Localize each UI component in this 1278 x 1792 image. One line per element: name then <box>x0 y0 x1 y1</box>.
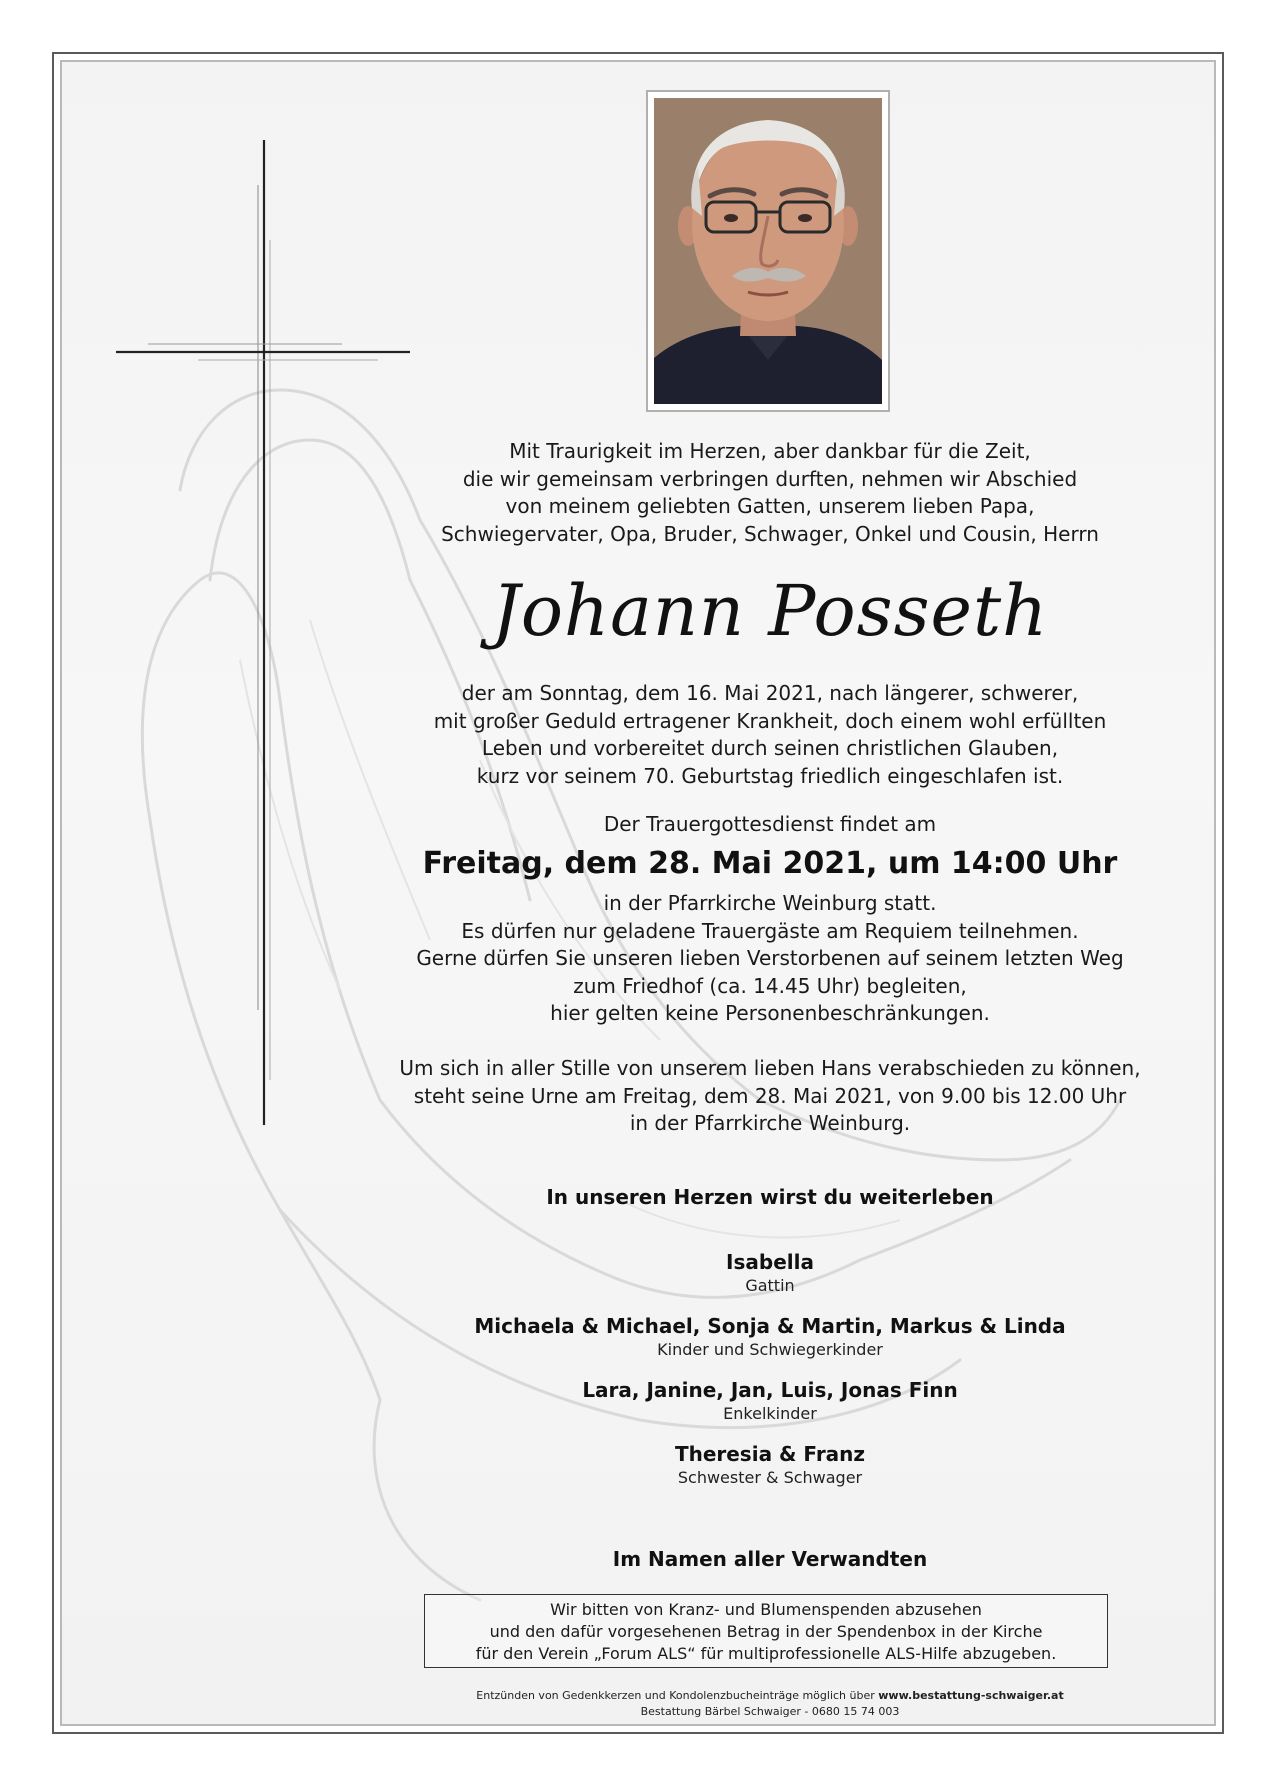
urn-line: Um sich in aller Stille von unserem lieben Hans verabschieden zu können, <box>399 1056 1141 1080</box>
service-detail-line: hier gelten keine Personenbeschränkungen. <box>550 1001 990 1025</box>
footer-line-2: Bestattung Bärbel Schwaiger - 0680 15 74 003 <box>640 1705 900 1718</box>
donation-box <box>424 1594 1108 1668</box>
family-relation: Kinder und Schwiegerkinder <box>657 1340 883 1359</box>
family-names: Isabella <box>726 1250 814 1274</box>
intro-line: Schwiegervater, Opa, Bruder, Schwager, Onkel und Cousin, Herrn <box>441 521 1099 546</box>
family-names: Theresia & Franz <box>674 1442 866 1466</box>
family-group <box>340 1312 1200 1360</box>
footer-line-1 <box>340 1688 1200 1704</box>
death-line: der am Sonntag, dem 16. Mai 2021, nach längerer, schwerer, <box>461 681 1079 705</box>
service-detail-line: zum Friedhof (ca. 14.45 Uhr) begleiten, <box>573 973 967 998</box>
urn-info <box>340 1055 1200 1138</box>
service-date: Freitag, dem 28. Mai 2021, um 14:00 Uhr <box>422 846 1118 881</box>
footer <box>340 1688 1200 1720</box>
family-names: Lara, Janine, Jan, Luis, Jonas Finn <box>582 1378 958 1402</box>
service-detail-line: Es dürfen nur geladene Trauergäste am Requiem teilnehmen. <box>461 918 1079 943</box>
donation-line: und den dafür vorgesehenen Betrag in der Spendenbox in der Kirche <box>489 1622 1043 1641</box>
death-announcement <box>340 680 1200 790</box>
death-line: mit großer Geduld ertragener Krankheit, doch einem wohl erfüllten <box>433 708 1107 733</box>
intro-line: die wir gemeinsam verbringen durften, nehmen wir Abschied <box>462 466 1078 491</box>
death-line: kurz vor seinem 70. Geburtstag friedlich eingeschlafen ist. <box>476 763 1064 788</box>
family-relation: Schwester & Schwager <box>677 1468 863 1487</box>
service-intro: Der Trauergottesdienst findet am <box>603 812 937 836</box>
heart-line: In unseren Herzen wirst du weiterleben <box>546 1185 994 1209</box>
portrait-photo <box>654 98 882 404</box>
family-group <box>340 1440 1200 1488</box>
intro-text <box>340 438 1200 548</box>
family-names: Michaela & Michael, Sonja & Martin, Markus & Linda <box>474 1314 1066 1338</box>
family-list <box>340 1248 1200 1504</box>
service-detail-line: Gerne dürfen Sie unseren lieben Verstorbenen auf seinem letzten Weg <box>416 946 1124 970</box>
footer-website-link[interactable]: www.bestattung-schwaiger.at <box>878 1689 1064 1702</box>
family-relation: Enkelkinder <box>723 1404 817 1423</box>
service-detail-line: in der Pfarrkirche Weinburg statt. <box>603 891 937 915</box>
donation-line: für den Verein „Forum ALS“ für multiprofessionelle ALS-Hilfe abzugeben. <box>475 1644 1057 1663</box>
death-line: Leben und vorbereitet durch seinen christlichen Glauben, <box>481 736 1059 760</box>
deceased-name: Johann Posseth <box>491 570 1049 652</box>
family-group <box>340 1248 1200 1296</box>
intro-line: Mit Traurigkeit im Herzen, aber dankbar für die Zeit, <box>509 439 1031 463</box>
family-relation: Gattin <box>745 1276 795 1295</box>
closing-line: Im Namen aller Verwandten <box>612 1547 928 1571</box>
portrait-frame <box>646 90 890 412</box>
footer-condolence-text: Entzünden von Gedenkkerzen und Kondolenzbucheinträge möglich über <box>476 1689 879 1702</box>
service-details <box>340 890 1200 1028</box>
family-group <box>340 1376 1200 1424</box>
portrait-image <box>654 98 882 404</box>
urn-line: in der Pfarrkirche Weinburg. <box>629 1111 911 1135</box>
intro-line: von meinem geliebten Gatten, unserem lieben Papa, <box>505 494 1035 518</box>
donation-line: Wir bitten von Kranz- und Blumenspenden abzusehen <box>550 1600 982 1619</box>
urn-line: steht seine Urne am Freitag, dem 28. Mai 2021, von 9.00 bis 12.00 Uhr <box>413 1083 1127 1108</box>
